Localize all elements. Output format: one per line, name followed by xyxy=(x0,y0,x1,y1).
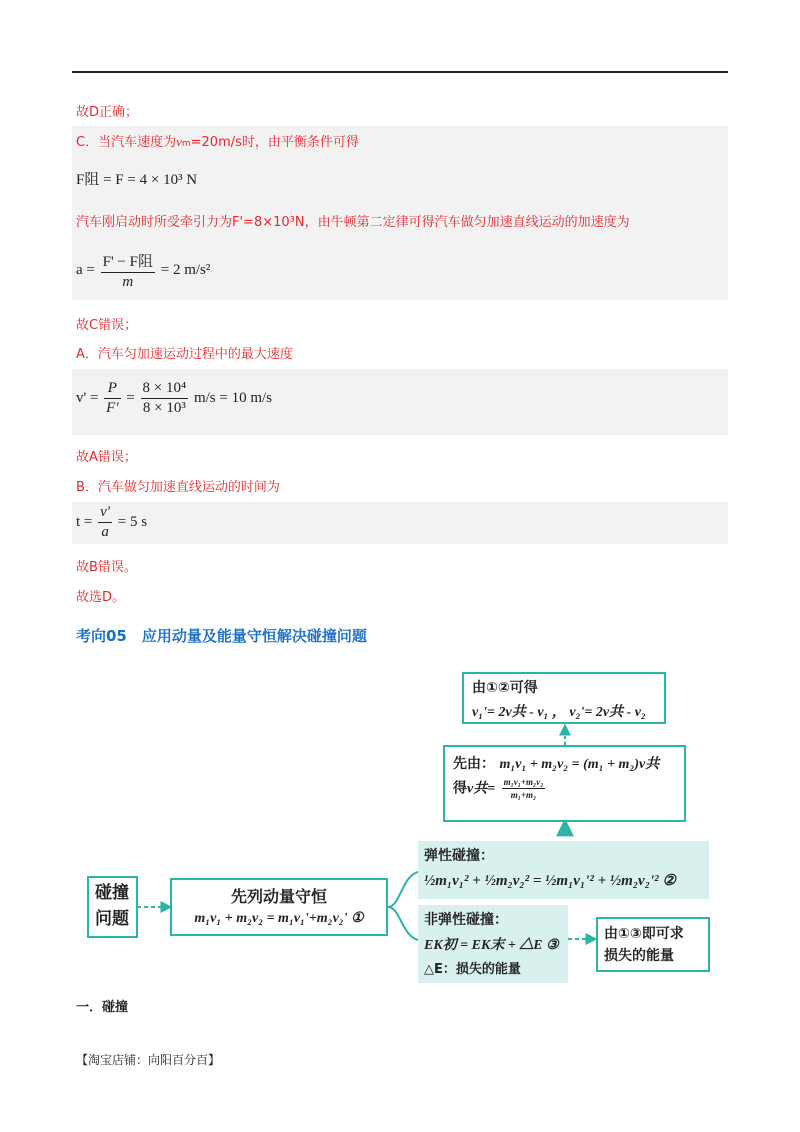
common-line2: 得v共= $\frac{\text{m₁v₁+m₂v₂}}{\text{m₁+m₂}}$ xyxy=(453,777,544,800)
result-equation: v₁'= 2v共 - v₁ ， v₂'= 2v共 - v₂ xyxy=(472,705,646,720)
common-line1: 先由： m₁v₁ + m₂v₂ = (m₁ + m₂)v共 xyxy=(453,756,660,772)
text-c-mid: 汽车刚启动时所受牵引力为F'=8×10³N，由牛顿第二定律可得汽车做匀加速直线运动的加速度为 xyxy=(76,215,630,230)
diagram-common-velocity-box xyxy=(443,745,686,822)
loss-line2: 损失的能量 xyxy=(604,948,674,964)
section-heading: 考向05 应用动量及能量守恒解决碰撞问题 xyxy=(76,627,367,645)
branch-to-elastic xyxy=(388,872,418,907)
result-title: 由①②可得 xyxy=(472,680,538,696)
equation-max-velocity: v' = $\frac{P}{F'}$ = $\frac{\text{8 × 10⁴}}{\text{8 × 10³}}$ m/s = 10 m/s xyxy=(76,380,273,416)
elastic-title: 弹性碰撞： xyxy=(424,848,494,864)
momentum-equation: m₁v₁ + m₂v₂ = m₁v₁'+m₂v₂' ① xyxy=(194,911,364,926)
inelastic-equation: EK初 = EK末 + △E ③ xyxy=(424,938,559,953)
diagram-result-box xyxy=(462,672,666,724)
footer-shop-label: 【淘宝店铺：向阳百分百】 xyxy=(76,1053,221,1067)
diagram-elastic-box xyxy=(418,841,709,899)
root-line1: 碰撞 xyxy=(95,883,129,903)
text-c-intro: C．当汽车速度为vm=20m/s时，由平衡条件可得 xyxy=(76,134,359,150)
text-b-result: 故B错误。 xyxy=(76,560,137,575)
inelastic-title: 非弹性碰撞： xyxy=(424,912,508,928)
text-a-result: 故A错误； xyxy=(76,450,137,465)
section-title-collision: 一．碰撞 xyxy=(76,1000,129,1015)
text-b-intro: B．汽车做匀加速直线运动的时间为 xyxy=(76,480,280,495)
text-a-intro: A．汽车匀加速运动过程中的最大速度 xyxy=(76,347,293,362)
diagram-root-box xyxy=(87,876,138,938)
text-c-result: 故C错误； xyxy=(76,318,138,333)
momentum-title: 先列动量守恒 xyxy=(230,887,327,906)
elastic-equation: ½m₁v₁² + ½m₂v₂² = ½m₁v₁'² + ½m₂v₂'² ② xyxy=(424,873,676,889)
text-line-d-correct: 故D正确； xyxy=(76,105,139,120)
loss-line1: 由①③即可求 xyxy=(604,926,684,942)
equation-acceleration: a = $\frac{\text{F' − F阻}}{m}$ = 2 m/s² xyxy=(76,250,210,291)
diagram-momentum-box xyxy=(170,878,388,936)
equation-time: t = $\frac{v'}{a}$ = 5 s xyxy=(76,504,148,540)
branch-to-inelastic xyxy=(388,907,418,940)
root-line2: 问题 xyxy=(95,909,129,929)
diagram-inelastic-box xyxy=(418,905,568,983)
diagram-loss-box xyxy=(596,917,710,972)
text-final-answer: 故选D。 xyxy=(76,590,126,605)
equation-friction: F阻 = F = 4 × 10³ N xyxy=(76,172,198,188)
inelastic-note: △E：损失的能量 xyxy=(424,962,521,977)
